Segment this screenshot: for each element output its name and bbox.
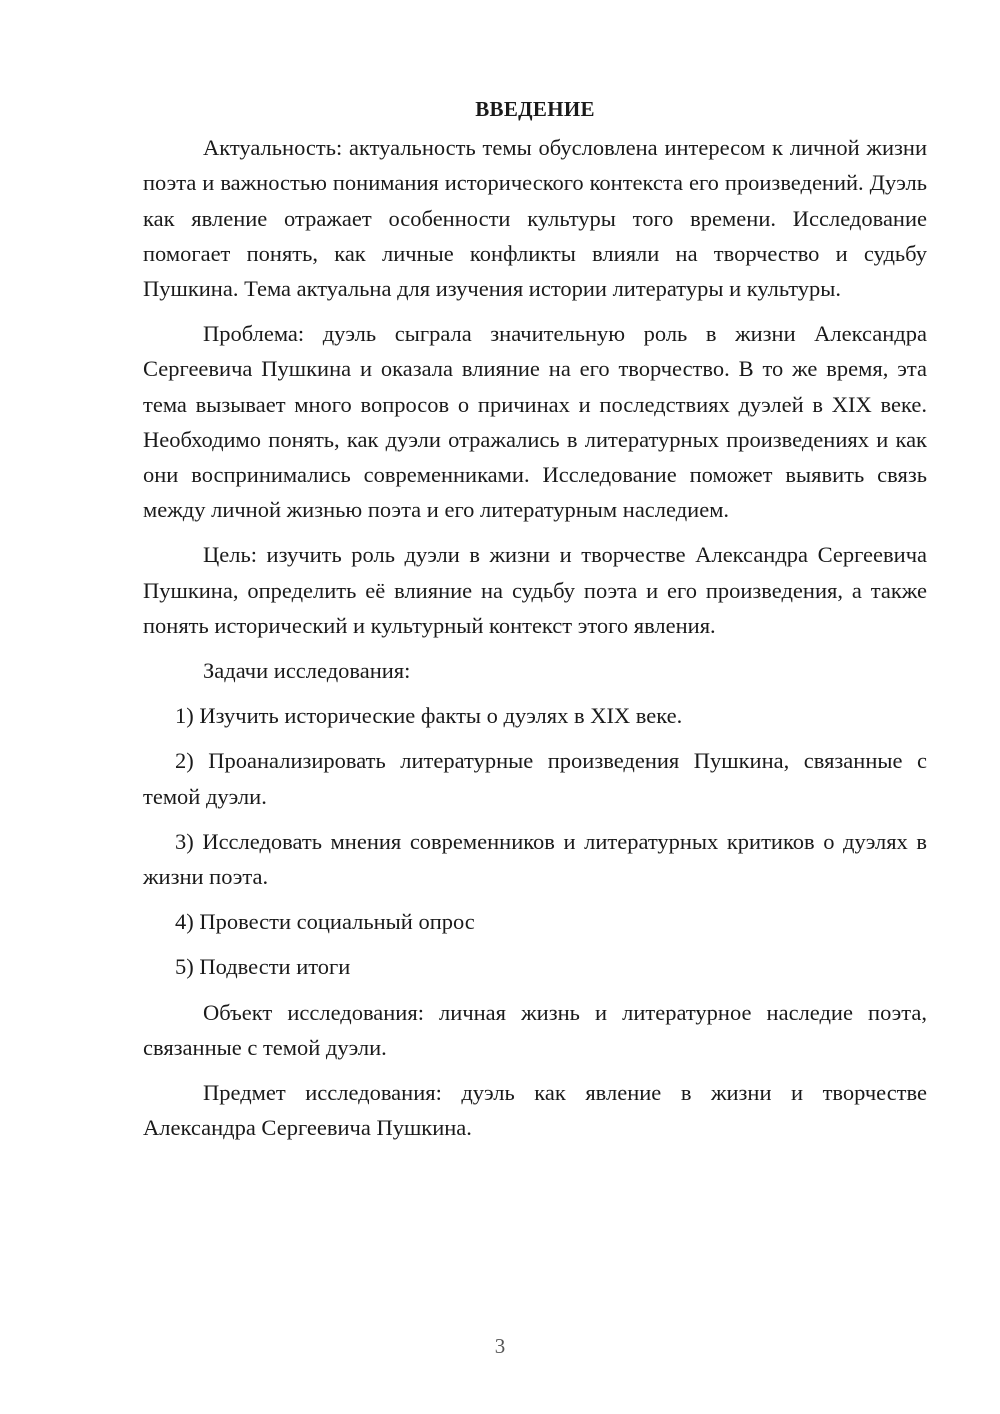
research-subject-paragraph: Предмет исследования: дуэль как явление в жизни и творчестве Александра Сергеевича Пушкина. bbox=[143, 1080, 927, 1141]
tasks-heading: Задачи исследования: bbox=[203, 658, 411, 684]
task-item: 4) Провести социальный опрос bbox=[175, 909, 475, 935]
page-title: ВВЕДЕНИЕ bbox=[475, 97, 595, 121]
goal-paragraph: Цель: изучить роль дуэли в жизни и творчестве Александра Сергеевича Пушкина, определить её влияние на судьбу поэта и его произведения, а также понять исторический и культурный контекст этого явления. bbox=[143, 542, 927, 638]
page-content bbox=[143, 92, 927, 1145]
task-item: 3) Исследовать мнения современников и литературных критиков о дуэлях в жизни поэта. bbox=[143, 828, 927, 890]
problem-paragraph: Проблема: дуэль сыграла значительную роль в жизни Александра Сергеевича Пушкина и оказала влияние на его творчество. В то же время, эта тема вызывает много вопросов о причинах и последствиях дуэлей в XIX веке. Необходимо понять, как дуэли отражались в литературных произведениях и как они воспринимались современниками. Исследование поможет выявить связь между личной жизнью поэта и его литературным наследием. bbox=[143, 321, 927, 523]
research-object-paragraph: Объект исследования: личная жизнь и литературное наследие поэта, связанные с темой дуэли. bbox=[143, 999, 927, 1060]
task-item: 2) Проанализировать литературные произведения Пушкина, связанные с темой дуэли. bbox=[143, 748, 927, 809]
task-item: 1) Изучить исторические факты о дуэлях в XIX веке. bbox=[175, 703, 683, 729]
relevance-paragraph: Актуальность: актуальность темы обусловлена интересом к личной жизни поэта и важностью понимания исторического контекста его произведений. Дуэль как явление отражает особенности культуры того времени. Исследование помогает понять, как личные конфликты влияли на творчество и судьбу Пушкина. Тема актуальна для изучения истории литературы и культуры. bbox=[143, 135, 927, 302]
task-item: 5) Подвести итоги bbox=[175, 954, 351, 980]
page-number: 3 bbox=[494, 1334, 506, 1358]
